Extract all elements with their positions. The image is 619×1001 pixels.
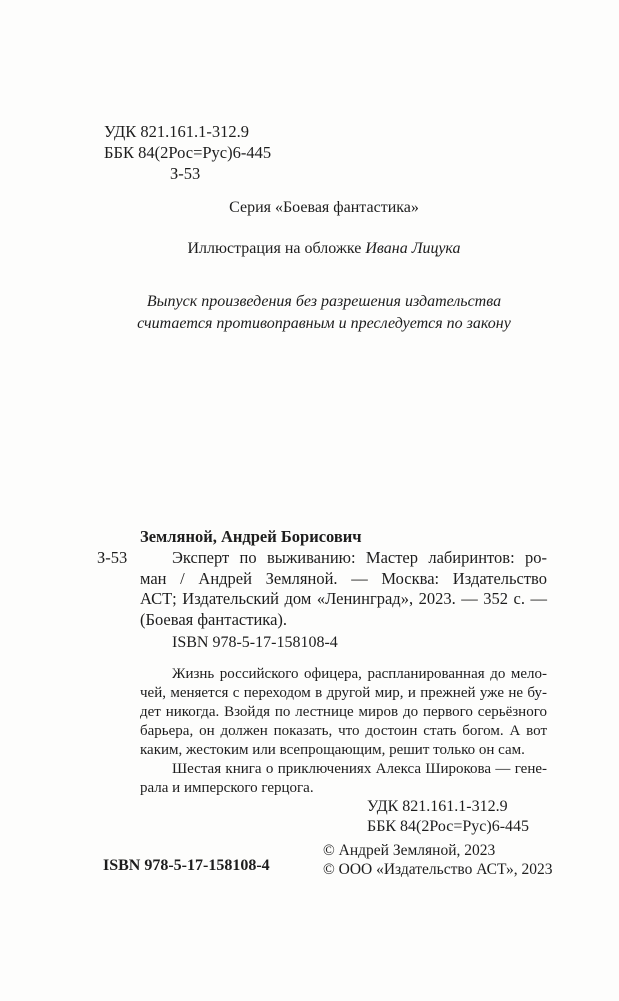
text-line: считается противоправным и преследуется по закону xyxy=(137,315,511,332)
cover-artist-name: Ивана Лицука xyxy=(365,240,461,257)
cover-credit-line xyxy=(104,240,544,258)
bbk-code: ББК 84(2Рос=Рус)6-445 xyxy=(104,143,272,162)
series-line: Серия «Боевая фантастика» xyxy=(229,199,419,216)
copyright-block xyxy=(323,842,553,879)
catalog-record xyxy=(97,548,547,630)
text-line: чей, меняется с переходом в другой мир, и прежней уже не бу- xyxy=(140,685,547,701)
text-line: © ООО «Издательство АСТ», 2023 xyxy=(323,860,553,878)
text-line: барьера, он должен показать, что достоин стать богом. А вот xyxy=(140,723,547,739)
author-sign: З-53 xyxy=(170,164,201,183)
text-line: © Андрей Земляной, 2023 xyxy=(323,842,496,859)
udk-code: УДК 821.161.1-312.9 xyxy=(104,122,250,141)
catalog-author-heading: Земляной, Андрей Борисович xyxy=(140,527,362,546)
text-line: дет никогда. Взойдя по лестнице миров до первого серьёзного xyxy=(140,704,547,720)
text-line: (Боевая фантастика). xyxy=(140,609,288,629)
annotation-block xyxy=(140,665,547,798)
text-line: каким, жестоким или всепрощающим, решит только он сам. xyxy=(140,742,525,758)
bottom-codes-block xyxy=(367,797,529,836)
text-line: Шестая книга о приключениях Алекса Широкова — гене- xyxy=(172,761,547,777)
text-line: Эксперт по выживанию: Мастер лабиринтов: ро- xyxy=(172,548,547,567)
text-line: Жизнь российского офицера, распланированная до мело- xyxy=(172,666,547,682)
legal-notice xyxy=(104,291,544,335)
catalog-author-sign: З-53 xyxy=(97,548,128,567)
cover-credit-text: Иллюстрация на обложке xyxy=(187,240,366,257)
bbk-code-bottom: ББК 84(2Рос=Рус)6-445 xyxy=(367,817,530,835)
text-line: ман / Андрей Земляной. — Москва: Издательство xyxy=(140,568,547,588)
text-line: рала и имперского герцога. xyxy=(140,780,314,796)
udk-code-bottom: УДК 821.161.1-312.9 xyxy=(367,798,508,815)
annotation-paragraph-2 xyxy=(140,760,547,798)
isbn-midline: ISBN 978-5-17-158108-4 xyxy=(172,634,338,651)
annotation-paragraph-1 xyxy=(140,665,547,760)
top-codes-block xyxy=(104,121,271,184)
text-line: Выпуск произведения без разрешения издательства xyxy=(146,293,502,310)
text-line: АСТ; Издательский дом «Ленинград», 2023. — 352 с. — xyxy=(140,589,547,608)
bottom-isbn: ISBN 978-5-17-158108-4 xyxy=(103,857,270,874)
